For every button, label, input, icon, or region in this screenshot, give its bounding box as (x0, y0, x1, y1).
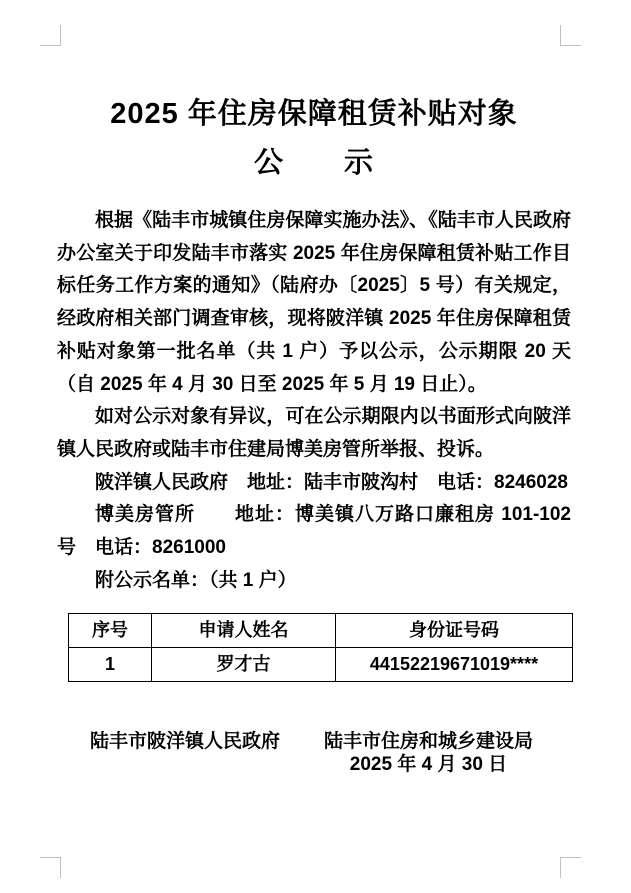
para-legal-basis: 根据《陆丰市城镇住房保障实施办法》、《陆丰市人民政府办公室关于印发陆丰市落实 2025 年住房保障租赁补贴工作目标任务工作方案的通知》（陆府办〔2025〕5 号）有关规定，经政府相关部门调查审核，现将陂洋镇 2025 年住房保障租赁补贴对象第一批名单（共 1 户）予以公示，公示期限 20 天（自 2025 年 4 月 30 日至 2025 年 5 月 19 日止）。 (57, 210, 571, 395)
document-body (57, 205, 571, 776)
header-serial-number: 序号 (69, 614, 152, 648)
para-attachment-label: 附公示名单：（共 1 户） (95, 569, 297, 591)
cell-applicant-name: 罗才古 (152, 648, 336, 682)
table-header-row (69, 614, 573, 648)
title-line-2: 公 示 (253, 147, 374, 179)
para-objection-notice: 如对公示对象有异议，可在公示期限内以书面形式向陂洋镇人民政府或陆丰市住建局博美房管所举报、投诉。 (57, 406, 571, 460)
cell-serial-number: 1 (69, 648, 152, 682)
header-applicant-name: 申请人姓名 (152, 614, 336, 648)
para-contact-poyang-gov: 陂洋镇人民政府 地址：陆丰市陂沟村 电话：8246028 (95, 471, 568, 493)
document-title (57, 90, 571, 188)
crop-mark-top-right (560, 25, 581, 46)
subsidy-recipients-table (68, 613, 573, 681)
crop-mark-top-left (40, 25, 61, 46)
signature-left-org: 陆丰市陂洋镇人民政府 (90, 730, 281, 752)
document-content (57, 90, 571, 776)
title-line-1: 2025 年住房保障租赁补贴对象 (110, 98, 518, 130)
crop-mark-bottom-right (560, 857, 581, 878)
para-contact-bomei-office: 博美房管所 地址：博美镇八万路口廉租房 101-102 号 电话：8261000 (57, 504, 571, 559)
crop-mark-bottom-left (40, 857, 61, 878)
cell-id-number: 44152219671019**** (336, 648, 573, 682)
header-id-number: 身份证号码 (336, 614, 573, 648)
signature-date: 2025 年 4 月 30 日 (349, 753, 508, 775)
signature-right-org: 陆丰市住房和城乡建设局 (323, 730, 533, 752)
signature-block (57, 730, 571, 776)
signature-right-block (324, 730, 533, 776)
table-row (69, 648, 573, 682)
